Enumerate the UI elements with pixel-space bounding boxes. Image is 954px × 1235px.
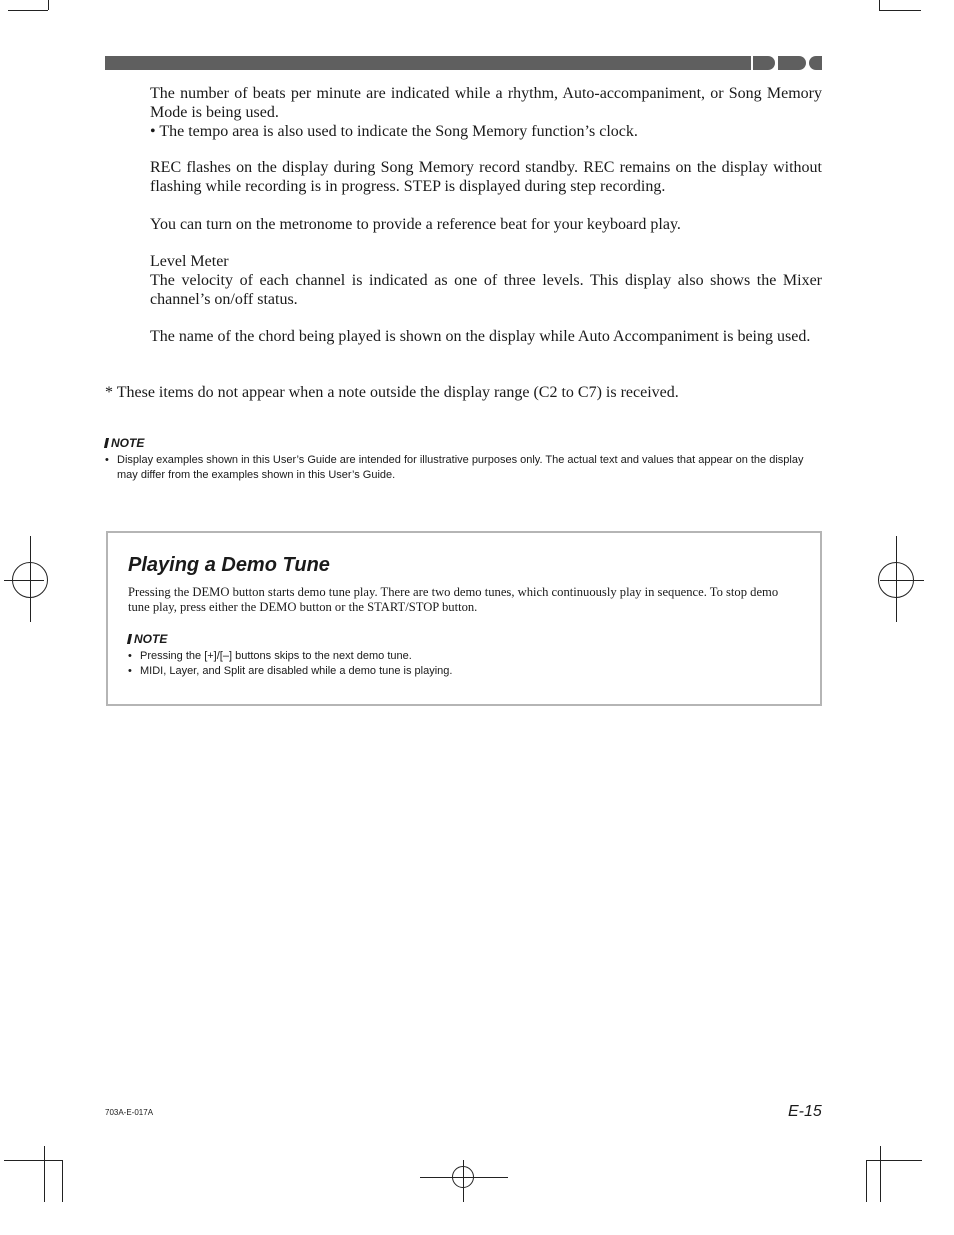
note-item-text: MIDI, Layer, and Split are disabled while a demo tune is playing. <box>140 665 453 677</box>
tempo-description <box>150 84 822 141</box>
registration-mark <box>880 580 924 581</box>
level-meter-heading: Level Meter <box>150 253 229 270</box>
note-marker-icon <box>127 634 132 644</box>
note-list <box>105 453 822 483</box>
section-header-bar <box>105 56 822 70</box>
note-block <box>105 436 822 483</box>
note-heading-label: NOTE <box>111 436 145 450</box>
header-bar-main <box>105 56 751 70</box>
note-heading <box>128 632 802 646</box>
list-item: • MIDI, Layer, and Split are disabled while a demo tune is playing. <box>128 665 453 677</box>
tempo-bullet <box>150 122 822 141</box>
crop-mark <box>48 0 49 10</box>
registration-mark <box>4 580 44 581</box>
crop-mark <box>879 10 921 11</box>
note-item-text: Display examples shown in this User’s Guide are intended for illustrative purposes only. The actual text and values that appear on the display may differ from the examples shown in this User’s Guide. <box>117 454 804 481</box>
registration-mark <box>420 1177 508 1178</box>
demo-description: Pressing the DEMO button starts demo tune play. There are two demo tunes, which continuously play in sequence. To stop demo tune play, press either the DEMO button or the START/STOP button. <box>128 585 779 614</box>
section-title: Playing a Demo Tune <box>128 554 330 576</box>
rec-text: REC flashes on the display during Song Memory record standby. REC remains on the display without flashing while recording is in progress. STEP is displayed during step recording. <box>150 159 822 195</box>
crop-mark <box>4 1160 62 1161</box>
registration-mark <box>896 536 897 622</box>
crop-mark <box>866 1160 867 1202</box>
level-meter-description <box>150 252 822 309</box>
chord-text: The name of the chord being played is shown on the display while Auto Accompaniment is being used. <box>150 328 811 345</box>
note-marker-icon <box>104 438 109 448</box>
rec-description <box>150 158 822 196</box>
metronome-description <box>150 215 822 234</box>
crop-mark <box>879 0 880 10</box>
demo-section-box <box>106 531 822 706</box>
document-code: 703A-E-017A <box>105 1108 154 1117</box>
crop-mark <box>880 1146 881 1202</box>
registration-mark <box>463 1160 464 1202</box>
chord-description <box>150 327 822 346</box>
registration-mark <box>30 536 31 622</box>
crop-mark <box>8 10 48 11</box>
note-heading-label: NOTE <box>134 632 168 646</box>
level-meter-text: The velocity of each channel is indicated as one of three levels. This display also shows the Mixer channel’s on/off status. <box>150 272 822 308</box>
bullet-symbol: • <box>150 123 156 140</box>
crop-mark <box>44 1146 45 1202</box>
tempo-text: The number of beats per minute are indicated while a rhythm, Auto-accompaniment, or Song Memory Mode is being used. <box>150 85 822 121</box>
list-item: • Pressing the [+]/[–] buttons skips to the next demo tune. <box>128 650 412 662</box>
crop-mark <box>62 1160 63 1202</box>
note-heading <box>105 436 822 450</box>
footnote: * These items do not appear when a note outside the display range (C2 to C7) is received. <box>105 384 679 401</box>
tempo-bullet-text: The tempo area is also used to indicate the Song Memory function’s clock. <box>159 123 638 140</box>
list-item: • Display examples shown in this User’s Guide are intended for illustrative purposes only. The actual text and values that appear on the display may differ from the examples shown in this User’s Guide. <box>105 454 804 481</box>
header-bar-tab <box>753 56 775 70</box>
demo-note-block <box>128 632 802 679</box>
header-bar-tab <box>778 56 806 70</box>
crop-mark <box>866 1160 922 1161</box>
header-bar-tab <box>809 56 822 70</box>
note-list <box>128 649 802 679</box>
page-number: E-15 <box>788 1103 822 1120</box>
metronome-text: You can turn on the metronome to provide a reference beat for your keyboard play. <box>150 216 681 233</box>
note-item-text: Pressing the [+]/[–] buttons skips to the next demo tune. <box>140 650 412 662</box>
